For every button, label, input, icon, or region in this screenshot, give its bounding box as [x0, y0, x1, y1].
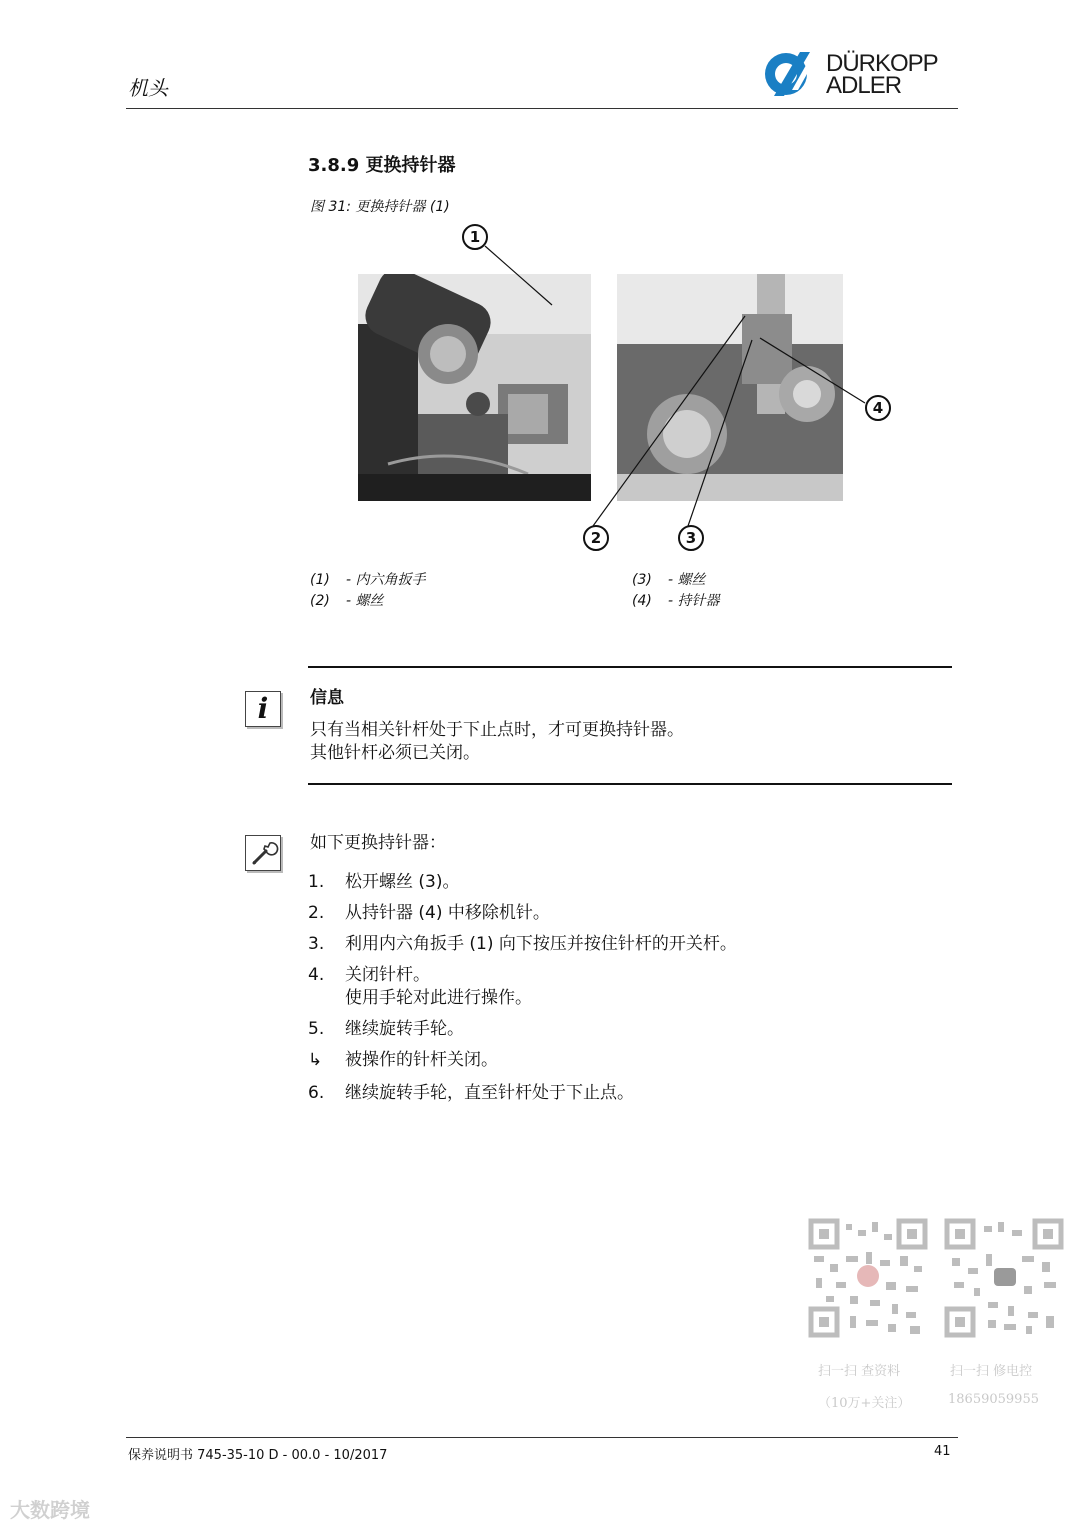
- procedure-step-2: 2. 从持针器 (4) 中移除机针。: [308, 903, 550, 923]
- callout-3: 3: [678, 525, 704, 551]
- page-number: 41: [934, 1444, 951, 1459]
- legend-item-2: (2) - 螺丝: [310, 593, 384, 609]
- callout-1: 1: [462, 224, 488, 250]
- brand-name-line1: DÜRKOPP: [826, 50, 938, 77]
- qr-left-caption-1: 扫一扫 查资料: [818, 1364, 901, 1379]
- result-arrow-icon: ↳: [308, 1050, 323, 1070]
- callout-leader-lines: [0, 0, 1080, 600]
- procedure-result: ↳ 被操作的针杆关闭。: [308, 1050, 498, 1070]
- procedure-step-4: 4. 关闭针杆。: [308, 965, 430, 985]
- procedure-step-5: 5. 继续旋转手轮。: [308, 1019, 464, 1039]
- footer-divider: [126, 1437, 958, 1438]
- qr-left-caption-2: （10万+关注）: [818, 1396, 911, 1411]
- callout-2: 2: [583, 525, 609, 551]
- callout-4: 4: [865, 395, 891, 421]
- info-top-rule: [308, 666, 952, 668]
- info-icon: i: [245, 691, 281, 727]
- procedure-step-4-continuation: 使用手轮对此进行操作。: [345, 988, 532, 1008]
- watermark-text: 大数跨境: [10, 1498, 90, 1522]
- qr-right-caption-1: 扫一扫 修电控: [950, 1364, 1033, 1379]
- qr-code-left: [806, 1216, 930, 1340]
- info-title: 信息: [310, 688, 344, 708]
- legend-item-3: (3) - 螺丝: [632, 572, 706, 588]
- qr-code-right: [942, 1216, 1066, 1340]
- wrench-icon: [245, 835, 281, 871]
- legend-item-1: (1) - 内六角扳手: [310, 572, 426, 588]
- footer-document-id: 保养说明书 745-35-10 D - 00.0 - 10/2017: [128, 1448, 388, 1463]
- brand-name-line2: ADLER: [826, 72, 902, 99]
- header-chapter-title: 机头: [128, 76, 168, 100]
- procedure-step-1: 1. 松开螺丝 (3)。: [308, 872, 460, 892]
- info-line-1: 只有当相关针杆处于下止点时，才可更换持针器。: [310, 720, 684, 740]
- section-title: 3.8.9 更换持针器: [308, 155, 456, 176]
- info-line-2: 其他针杆必须已关闭。: [310, 743, 480, 763]
- qr-right-caption-2: 18659059955: [948, 1392, 1039, 1407]
- info-bottom-rule: [308, 783, 952, 785]
- procedure-step-3: 3. 利用内六角扳手 (1) 向下按压并按住针杆的开关杆。: [308, 934, 737, 954]
- procedure-step-6: 6. 继续旋转手轮，直至针杆处于下止点。: [308, 1083, 634, 1103]
- legend-item-4: (4) - 持针器: [632, 593, 720, 609]
- figure-caption: 图 31: 更换持针器 (1): [310, 199, 450, 215]
- procedure-intro: 如下更换持针器：: [310, 833, 446, 853]
